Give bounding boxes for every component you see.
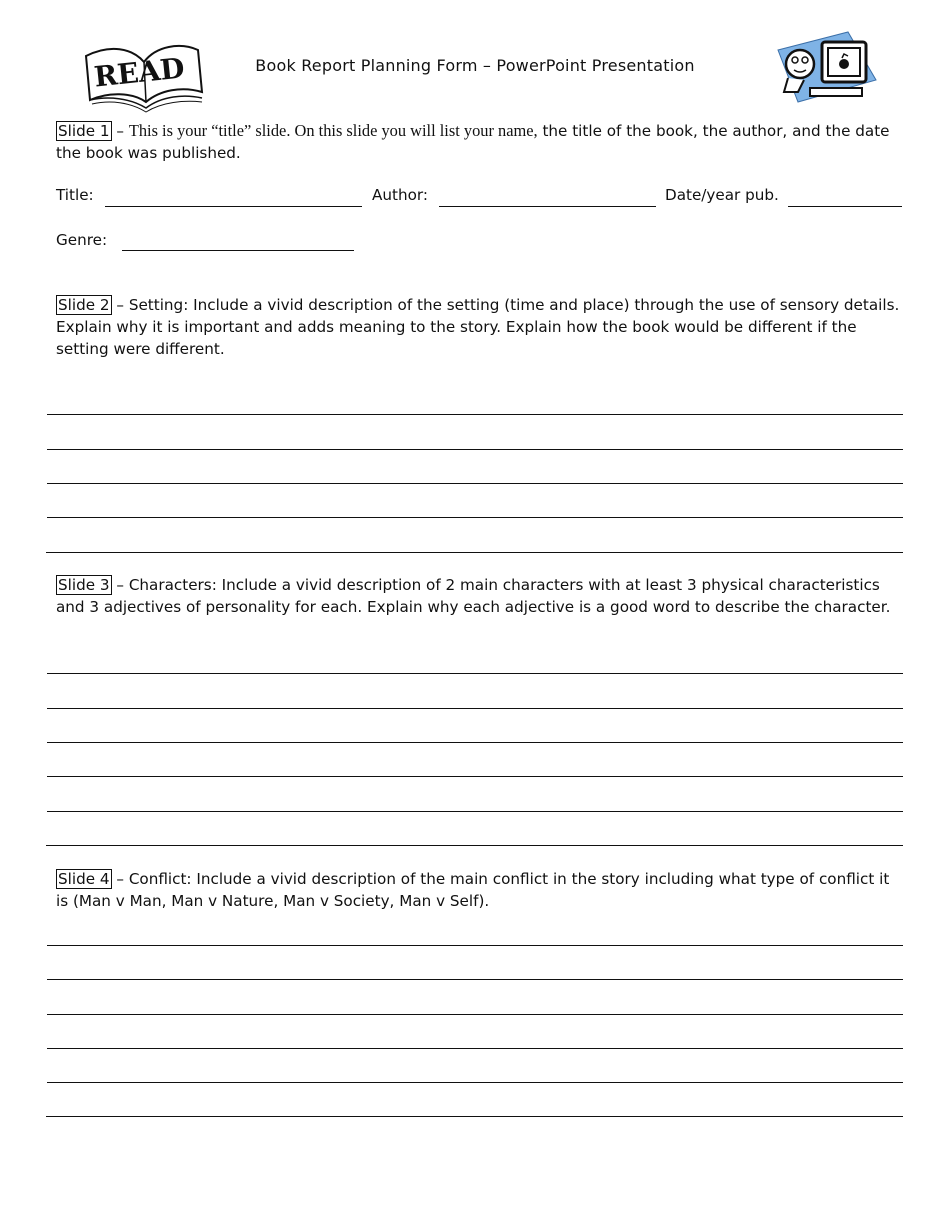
author-field[interactable]	[439, 206, 656, 207]
slide4-tag: Slide 4	[58, 870, 110, 888]
writing-line[interactable]	[47, 776, 903, 777]
slide3-text: Characters: Include a vivid description of 2 main characters with at least 3 physical characteristics and 3 adjectives of personality for each. Explain why each adjective is a good word to describe the character.	[56, 576, 891, 616]
slide1-instructions	[56, 120, 906, 164]
slide1-dash: –	[111, 122, 129, 140]
writing-line[interactable]	[46, 1116, 903, 1117]
title-field[interactable]	[105, 206, 362, 207]
writing-line[interactable]	[47, 742, 903, 743]
writing-line[interactable]	[46, 845, 903, 846]
writing-line[interactable]	[46, 552, 903, 553]
writing-line[interactable]	[47, 945, 903, 946]
writing-line[interactable]	[47, 979, 903, 980]
writing-line[interactable]	[47, 449, 903, 450]
slide2-text: Setting: Include a vivid description of the setting (time and place) through the use of sensory details. Explain why it is important and adds meaning to the story. Explain how the book would be different if the setting were different.	[56, 296, 900, 358]
computer-clipart-icon	[768, 30, 878, 106]
slide1-text-serif: This is your “title” slide. On this slide you will list your name,	[128, 121, 538, 140]
writing-line[interactable]	[47, 483, 903, 484]
writing-line[interactable]	[47, 1014, 903, 1015]
writing-line[interactable]	[47, 517, 903, 518]
writing-line[interactable]	[47, 811, 903, 812]
writing-line[interactable]	[47, 1048, 903, 1049]
slide4-text: Conflict: Include a vivid description of the main conflict in the story including what type of conflict it is (Man v Man, Man v Nature, Man v Society, Man v Self).	[56, 870, 890, 910]
slide1-text: the title of the book, the author, and the date the book was published.	[56, 122, 890, 162]
read-logo-text: READ	[92, 51, 187, 94]
date-label: Date/year pub.	[665, 186, 779, 204]
slide2-instructions	[56, 294, 906, 360]
page-title: Book Report Planning Form – PowerPoint Presentation	[255, 56, 695, 75]
slide1-tag: Slide 1	[58, 122, 110, 140]
writing-line[interactable]	[47, 414, 903, 415]
title-label: Title:	[56, 186, 94, 204]
slide2-tag: Slide 2	[58, 296, 110, 314]
slide2-dash: –	[111, 296, 129, 314]
author-label: Author:	[372, 186, 428, 204]
slide4-instructions	[56, 868, 906, 912]
date-field[interactable]	[788, 206, 902, 207]
slide3-instructions	[56, 574, 906, 618]
genre-label: Genre:	[56, 231, 108, 249]
slide4-dash: –	[111, 870, 129, 888]
writing-line[interactable]	[47, 708, 903, 709]
writing-line[interactable]	[47, 1082, 903, 1083]
genre-field[interactable]	[122, 250, 354, 251]
slide3-dash: –	[111, 576, 129, 594]
writing-line[interactable]	[47, 673, 903, 674]
slide3-tag: Slide 3	[58, 576, 110, 594]
